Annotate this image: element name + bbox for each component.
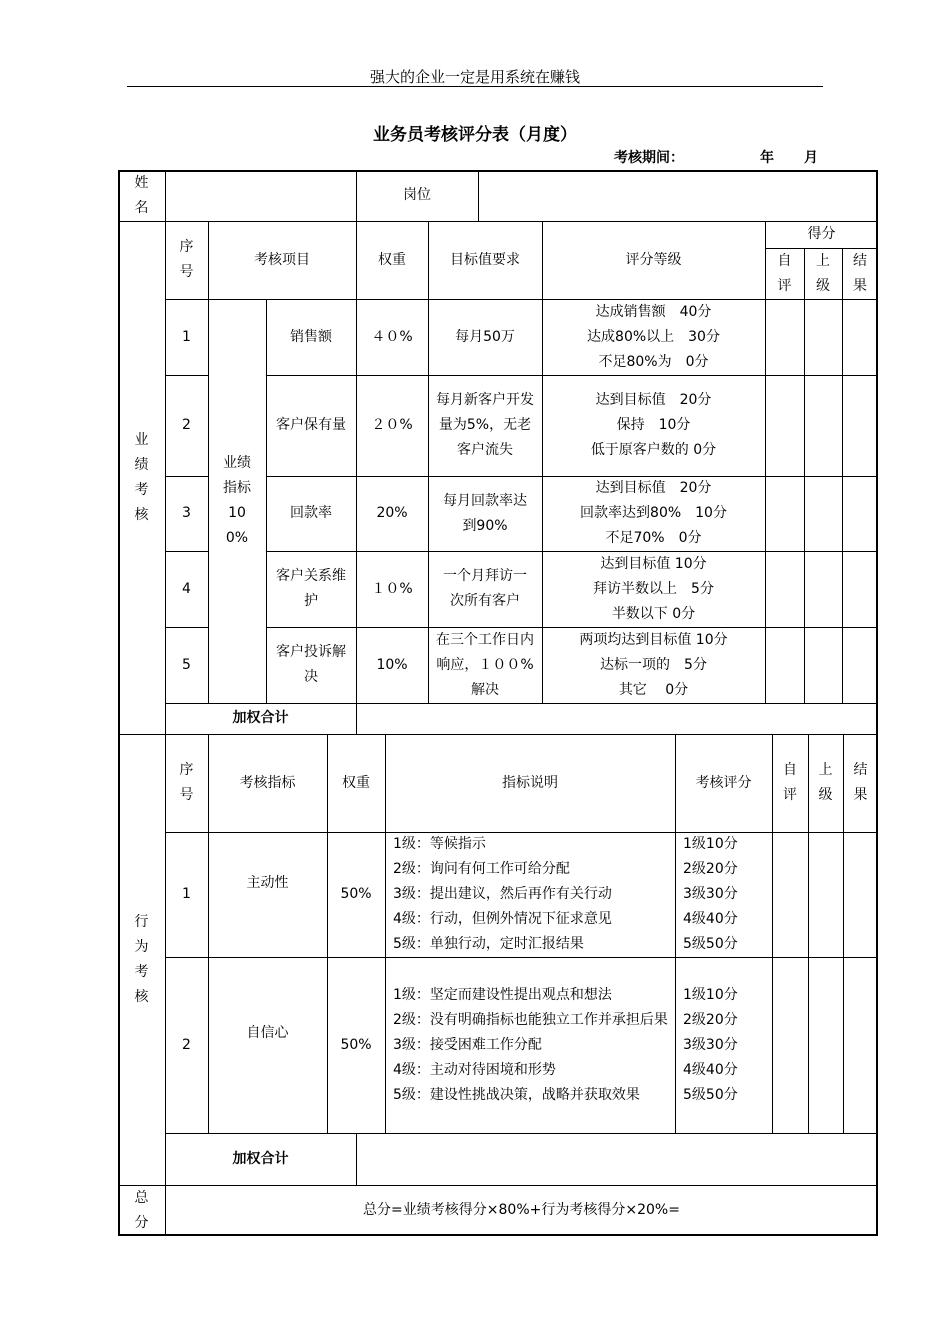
beh-row-1-desc-cell [385, 832, 675, 957]
perf-row-1-result-score[interactable] [842, 299, 878, 375]
perf-row-2-result-score[interactable] [842, 375, 878, 476]
perf-row-3-target: 每月回款率达到90% [443, 492, 527, 534]
perf-row-2-grade: 达到目标值 20分 保持 10分 低于原客户数的 0分 [590, 392, 717, 458]
beh-row-2-self-score[interactable] [772, 957, 808, 1133]
perf-row-3-grade: 达到目标值 20分 回款率达到80% 10分 不足70% 0分 [580, 480, 727, 546]
perf-row-2-target: 每月新客户开发量为5%，无老客户流失 [436, 392, 534, 458]
perf-header-weight: 权重 [378, 251, 406, 268]
page-title: 业务员考核评分表（月度） [373, 125, 577, 145]
name-label-cell [118, 170, 165, 221]
header-rule [127, 86, 823, 87]
perf-row-5-self-score[interactable] [765, 627, 804, 703]
perf-header-score: 得分 [807, 226, 836, 242]
performance-section-label-cell [118, 221, 165, 734]
beh-row-1-rating: 1级10分 2级20分 3级30分 4级40分 5级50分 [683, 836, 738, 952]
beh-row-2-superior-score[interactable] [808, 957, 843, 1133]
beh-header-superior: 上级 [818, 762, 833, 803]
beh-row-2-desc: 1级：坚定而建设性提出观点和想法 2级：没有明确指标也能独立工作并承担后果 3级：接受困难工作分配 4级：主动对待困境和形势 5级：建设性挑战决策，战略并获取效果 [393, 986, 668, 1103]
beh-header-self: 自评 [782, 762, 797, 803]
perf-header-self: 自评 [777, 252, 792, 294]
page-header-text: 强大的企业一定是用系统在赚钱 [369, 68, 580, 86]
beh-row-2-result-score[interactable] [843, 957, 878, 1133]
beh-header-indicator: 考核指标 [239, 774, 296, 791]
name-label: 姓名 [134, 174, 149, 216]
perf-row-1-target: 每月50万 [455, 328, 515, 345]
beh-header-self-cell [772, 734, 808, 832]
perf-row-1-grade: 达成销售额 40分 达成80%以上 30分 不足80%为 0分 [587, 303, 720, 370]
behavior-section-label: 行为考核 [134, 913, 149, 1005]
name-value-field[interactable] [165, 170, 356, 221]
perf-row-5-item: 客户投诉解决 [276, 644, 346, 685]
beh-row-1-rating-cell [675, 832, 772, 957]
perf-row-1-item: 销售额 [290, 328, 332, 345]
beh-header-seq: 序号 [179, 762, 194, 803]
perf-row-2-self-score[interactable] [765, 375, 804, 476]
period-year: 年 [760, 150, 774, 166]
perf-row-2-seq: 2 [182, 417, 191, 433]
perf-row-2-weight: ２０% [371, 417, 413, 433]
beh-row-2-desc-cell [385, 957, 675, 1133]
perf-row-5-target: 在三个工作日内响应，１００%解决 [436, 631, 534, 698]
beh-row-1-seq: 1 [182, 886, 191, 902]
perf-header-self-cell [765, 248, 804, 299]
perf-row-4-superior-score[interactable] [804, 551, 842, 627]
perf-row-1-weight: ４０% [371, 328, 413, 345]
beh-header-desc: 指标说明 [502, 774, 558, 791]
perf-row-3-seq: 3 [182, 505, 191, 521]
beh-row-2-rating-cell [675, 957, 772, 1133]
perf-row-1-superior-score[interactable] [804, 299, 842, 375]
perf-group-cell [208, 299, 266, 703]
position-label: 岗位 [403, 187, 431, 203]
perf-row-3-item: 回款率 [290, 505, 332, 521]
perf-header-seq: 序号 [179, 239, 194, 280]
performance-section-label: 业绩考核 [134, 431, 149, 523]
perf-row-3-superior-score[interactable] [804, 476, 842, 551]
beh-header-superior-cell [808, 734, 843, 832]
perf-row-4-grade: 达到目标值 10分 拜访半数以上 5分 半数以下 0分 [593, 555, 714, 622]
perf-row-4-result-score[interactable] [842, 551, 878, 627]
beh-row-1-self-score[interactable] [772, 832, 808, 957]
beh-weighted-total-value[interactable] [356, 1133, 878, 1185]
beh-row-1-weight: 50% [340, 886, 372, 902]
perf-header-seq-cell [165, 221, 208, 299]
beh-weighted-total-label: 加权合计 [232, 1150, 289, 1167]
perf-header-grade: 评分等级 [625, 251, 682, 268]
perf-row-3-weight: 20% [376, 505, 408, 521]
perf-row-5-result-score[interactable] [842, 627, 878, 703]
period-month: 月 [804, 150, 818, 166]
beh-row-1-desc: 1级：等候指示 2级：询问有何工作可给分配 3级：提出建议，然后再作有关行动 4级：行动，但例外情况下征求意见 5级：单独行动，定时汇报结果 [393, 836, 612, 952]
assessment-period [614, 147, 818, 167]
beh-row-1-superior-score[interactable] [808, 832, 843, 957]
perf-row-4-weight: １０% [371, 580, 413, 597]
perf-row-4-item: 客户关系维护 [276, 568, 346, 609]
position-value-field[interactable] [478, 170, 878, 221]
perf-header-target: 目标值要求 [450, 251, 520, 268]
perf-header-superior-cell [804, 248, 842, 299]
perf-weighted-total-label: 加权合计 [232, 710, 289, 726]
beh-header-weight: 权重 [342, 774, 370, 791]
perf-row-2-item: 客户保有量 [276, 417, 346, 433]
beh-header-rating: 考核评分 [695, 774, 752, 791]
perf-row-1-self-score[interactable] [765, 299, 804, 375]
perf-row-1-seq: 1 [182, 328, 191, 345]
perf-group-label: 业绩指标100% [222, 455, 251, 546]
perf-row-4-target: 一个月拜访一次所有客户 [443, 568, 527, 609]
perf-row-4-self-score[interactable] [765, 551, 804, 627]
beh-header-result: 结果 [853, 762, 868, 803]
total-label: 总分 [134, 1189, 149, 1231]
beh-row-1-indicator: 主动性 [246, 874, 289, 891]
beh-row-2-seq: 2 [182, 1036, 191, 1053]
perf-row-3-result-score[interactable] [842, 476, 878, 551]
perf-row-4-seq: 4 [182, 580, 191, 597]
perf-row-3-self-score[interactable] [765, 476, 804, 551]
total-formula: 总分=业绩考核得分×80%+行为考核得分×20%= [363, 1202, 680, 1218]
beh-row-2-weight: 50% [340, 1036, 372, 1053]
beh-row-2-rating: 1级10分 2级20分 3级30分 4级40分 5级50分 [683, 986, 738, 1103]
perf-row-5-weight: 10% [376, 656, 408, 673]
perf-row-2-superior-score[interactable] [804, 375, 842, 476]
perf-row-5-superior-score[interactable] [804, 627, 842, 703]
perf-row-5-seq: 5 [182, 656, 191, 673]
perf-row-5-grade: 两项均达到目标值 10分 达标一项的 5分 其它 0分 [579, 631, 728, 698]
beh-header-result-cell [843, 734, 878, 832]
beh-header-seq-cell [165, 734, 208, 832]
perf-header-superior: 上级 [815, 252, 830, 294]
beh-row-2-indicator: 自信心 [246, 1024, 289, 1041]
perf-header-result-cell [842, 248, 878, 299]
total-label-cell [118, 1185, 165, 1236]
beh-row-1-result-score[interactable] [843, 832, 878, 957]
perf-weighted-total-value[interactable] [356, 703, 878, 734]
perf-header-item: 考核项目 [254, 251, 310, 268]
period-label: 考核期间： [614, 150, 684, 166]
behavior-section-label-cell [118, 734, 165, 1185]
perf-header-result: 结果 [852, 252, 867, 294]
